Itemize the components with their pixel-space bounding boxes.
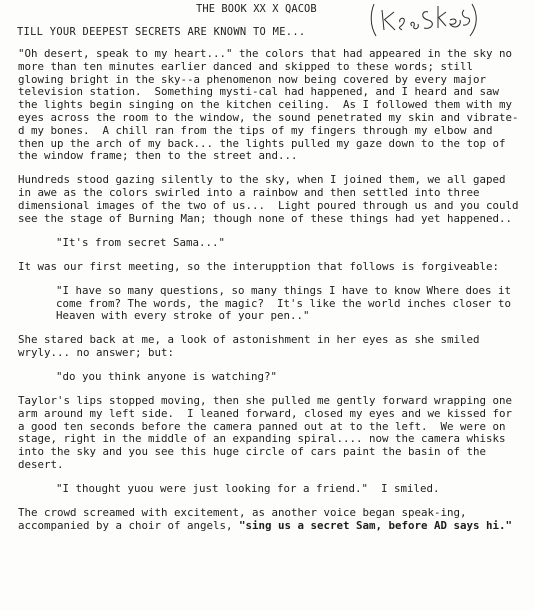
paragraph: She stared back at me, a look of astonishment in her eyes as she smiled wryly... no answer; but: bbox=[18, 333, 487, 360]
page-header-title: THE BOOK XX X QACOB bbox=[196, 3, 317, 15]
page-subtitle: TILL YOUR DEEPEST SECRETS ARE KNOWN TO ME... bbox=[17, 26, 306, 38]
paragraph: Taylor's lips stopped moving, then she pulled me gently forward wrapping one arm around my left side. I leaned forward, closed my eyes and we kissed for a good ten seconds before the camera panned out at to the left. We were on stage, right in the middle of an expanding spiral.... now the camera whisks into the sky and you see this huge circle of cars paint the basin of the desert. bbox=[18, 394, 519, 472]
handwritten-annotation bbox=[368, 0, 478, 40]
quote-line: "I have so many questions, so many things I have to know Where does it come from? The words, the magic? It's like the world inches closer to Heaven with every stroke of your pen.." bbox=[56, 283, 518, 323]
paragraph: "Oh desert, speak to my heart..." the colors that had appeared in the sky no more than ten minutes earlier danced and skipped to these words; still glowing bright in the sky--a phenomenon now being covered by every major television station. Something mysti-cal had happened, and I heard and saw the lights begin singing on the kitchen ceiling. As I followed them with my eyes across the room to the window, the sound penetrated my skin and vibrate-d my bones. A chill ran from the tips of my fingers through my elbow and then up the arch of my back... the lights pulled my gaze down to the top of the window frame; then to the street and... bbox=[18, 47, 519, 163]
paragraph-text: The crowd screamed with excitement, as another voice began speak-ing, accompanied by a choir of angels, bbox=[18, 506, 474, 532]
paragraph: Hundreds stood gazing silently to the sky, when I joined them, we all gaped in awe as the colors swirled into a rainbow and then settled into three dimensional images of the two of us... Light poured through us and you could see the stage of Burning Man; though none of these things had yet happened.. bbox=[18, 173, 526, 225]
bold-quote: "sing us a secret Sam, before AD says hi." bbox=[239, 518, 513, 532]
paragraph: It was our first meeting, so the interupption that follows is forgiveable: bbox=[18, 259, 500, 273]
quote-line: "It's from secret Sama..." bbox=[56, 235, 226, 249]
body-text bbox=[18, 47, 526, 544]
quote-line: "I thought yuou were just looking for a friend." I smiled. bbox=[56, 482, 440, 496]
paragraph bbox=[18, 507, 523, 533]
quote-line: "do you think anyone is watching?" bbox=[56, 370, 278, 384]
